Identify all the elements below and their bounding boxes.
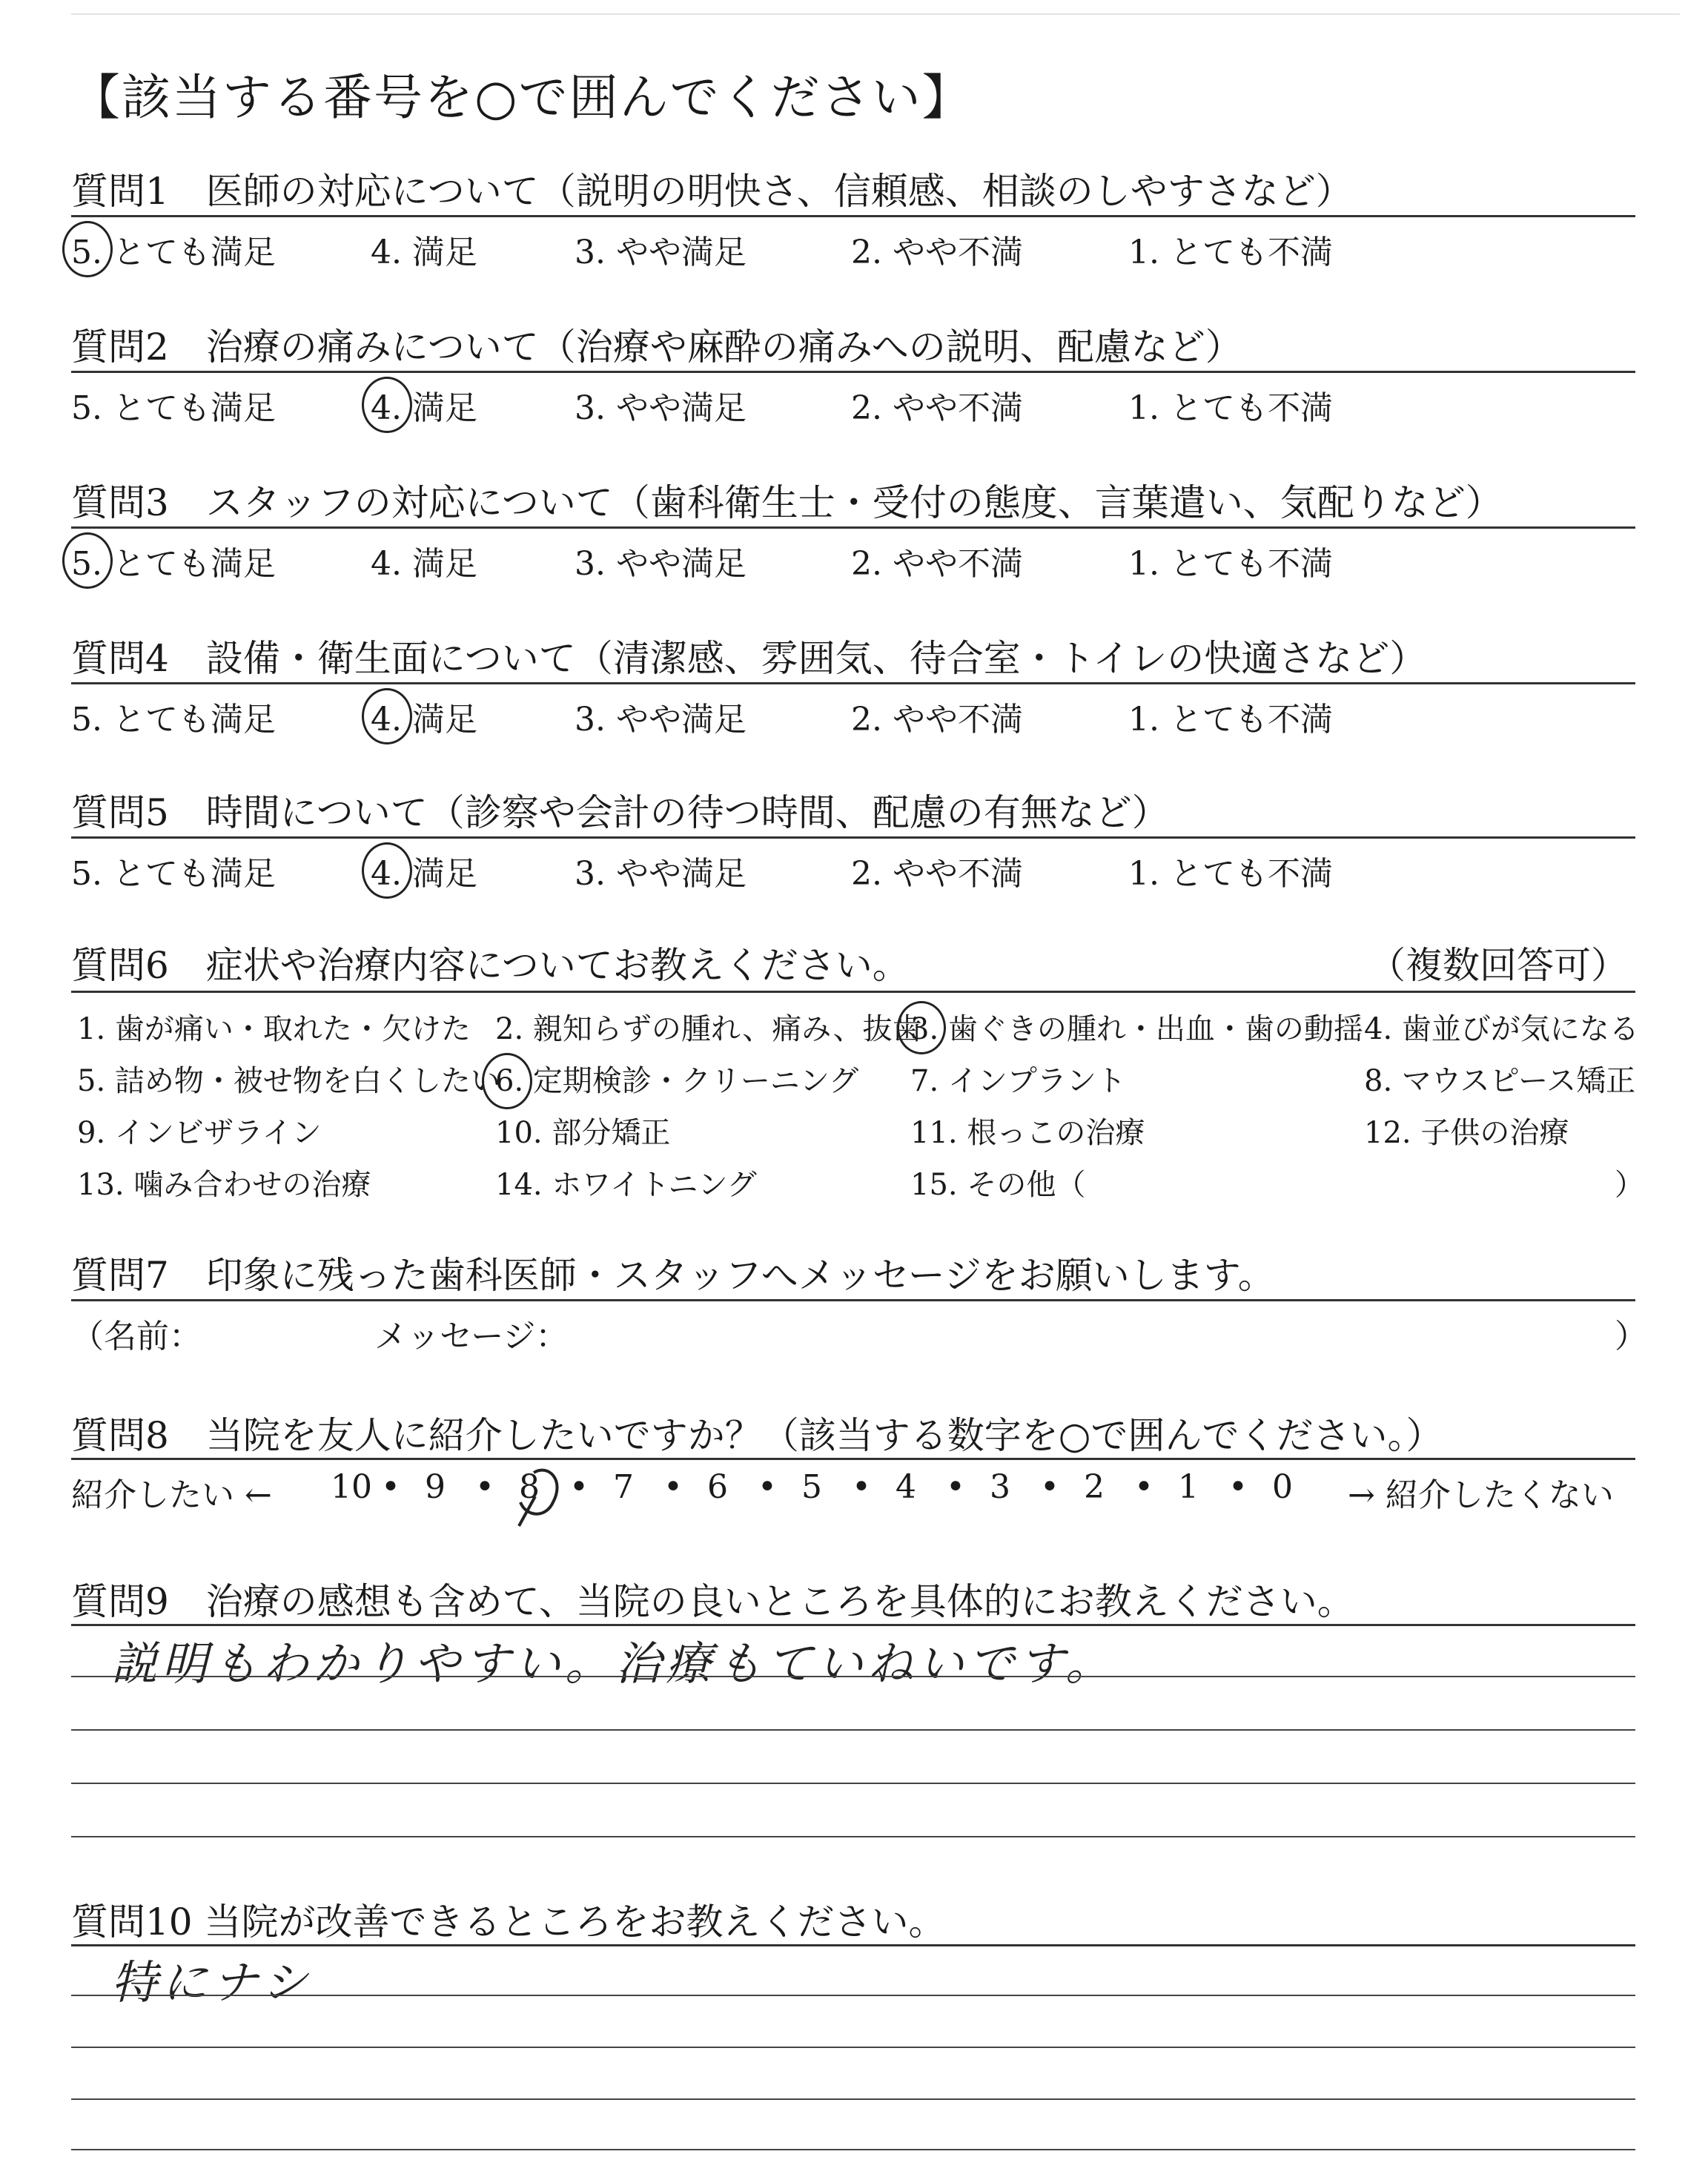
q8-scale-8: 8 [519,1468,540,1506]
q4-selected-circle [362,688,412,744]
q6-note: （複数回答可） [1368,944,1628,987]
q6-option-6: 6. 定期検診・クリーニング [495,1064,859,1098]
q6-rule [71,991,1635,993]
q5-option-2: 2. やや不満 [851,855,1023,893]
q9-line-1 [71,1676,1635,1677]
q2-title: 質問2 治療の痛みについて（治療や麻酔の痛みへの説明、配慮など） [71,326,1242,369]
q5-option-5: 5. とても満足 [71,855,276,893]
q7-close-paren: ） [1615,1318,1647,1355]
q3-option-5: 5. とても満足 [71,545,276,583]
q10-line-3 [71,2098,1635,2100]
q6-option-16: ） [1615,1168,1644,1202]
q7-rule [71,1299,1635,1301]
q8-left-label: 紹介したい ← [71,1476,272,1514]
q8-scale-7: 7 [613,1468,634,1506]
q6-option-5: 5. 詰め物・被せ物を白くしたい [77,1064,500,1098]
q8-scale-separator: • [569,1468,589,1506]
q3-option-2: 2. やや不満 [851,545,1023,583]
q6-option-4: 4. 歯並びが気になる [1364,1012,1639,1046]
q8-scale-separator: • [946,1468,965,1506]
q8-scale-10: 10 [331,1468,372,1506]
q6-option-10: 10. 部分矯正 [495,1116,671,1150]
q6-option-15: 15. その他（ [910,1168,1086,1202]
q8-scale-5: 5 [801,1468,822,1506]
q1-selected-circle [62,221,113,277]
q8-scale-1: 1 [1178,1468,1199,1506]
q9-rule [71,1624,1635,1626]
q6-option-7: 7. インプラント [910,1064,1126,1098]
q1-option-5: 5. とても満足 [71,234,276,271]
q8-scale-separator: • [1228,1468,1248,1506]
q3-option-1: 1. とても不満 [1128,545,1333,583]
q8-circle-mark [504,1458,571,1539]
q6-title: 質問6 症状や治療内容についてお教えください。 [71,944,910,987]
q5-option-3: 3. やや満足 [575,855,747,893]
q10-title: 質問10 当院が改善できるところをお教えください。 [71,1900,946,1943]
q4-rule [71,682,1635,684]
q9-answer: 説明もわかりやすい。治療もていねいです。 [111,1636,1116,1691]
q8-scale-separator: • [381,1468,400,1506]
q2-rule [71,371,1635,373]
page-header: 【該当する番号を○で囲んでください】 [71,69,973,126]
q10-line-2 [71,2047,1635,2048]
q10-line-1 [71,1995,1635,1996]
q6-option-12: 12. 子供の治療 [1364,1116,1569,1150]
q6-circle-6 [482,1053,532,1109]
q1-option-3: 3. やや満足 [575,234,747,271]
q5-option-1: 1. とても不満 [1128,855,1333,893]
q10-line-4 [71,2149,1635,2150]
q8-scale-separator: • [1134,1468,1153,1506]
q4-option-3: 3. やや満足 [575,701,747,739]
q6-option-11: 11. 根っこの治療 [910,1116,1145,1150]
q8-scale-0: 0 [1272,1468,1293,1506]
q2-option-3: 3. やや満足 [575,389,747,427]
q8-scale-6: 6 [707,1468,728,1506]
q1-option-2: 2. やや不満 [851,234,1023,271]
q7-message-label: メッセージ： [374,1318,569,1355]
q9-line-3 [71,1783,1635,1784]
q8-title: 質問8 当院を友人に紹介したいですか？（該当する数字を○で囲んでください。） [71,1414,1443,1457]
q9-title: 質問9 治療の感想も含めて、当院の良いところを具体的にお教えください。 [71,1580,1354,1623]
q2-option-4: 4. 満足 [371,389,477,427]
q4-option-5: 5. とても満足 [71,701,276,739]
q8-scale-separator: • [663,1468,683,1506]
q8-scale-2: 2 [1084,1468,1105,1506]
q5-selected-circle [362,842,412,899]
q6-option-3: 3. 歯ぐきの腫れ・出血・歯の動揺 [910,1012,1363,1046]
q4-option-1: 1. とても不満 [1128,701,1333,739]
q1-option-1: 1. とても不満 [1128,234,1333,271]
q8-scale-9: 9 [425,1468,446,1506]
q8-scale-separator: • [475,1468,494,1506]
q8-right-label: → 紹介したくない [1348,1476,1614,1514]
q4-option-4: 4. 満足 [371,701,477,739]
q5-rule [71,836,1635,839]
q6-option-9: 9. インビザライン [77,1116,322,1150]
q2-option-5: 5. とても満足 [71,389,276,427]
q9-line-2 [71,1729,1635,1731]
q6-option-8: 8. マウスピース矯正 [1364,1064,1636,1098]
q4-title: 質問4 設備・衛生面について（清潔感、雰囲気、待合室・トイレの快適さなど） [71,637,1427,680]
q3-selected-circle [62,532,113,589]
q4-option-2: 2. やや不満 [851,701,1023,739]
q6-circle-3 [897,1001,946,1054]
q8-rule [71,1458,1635,1460]
scan-top-edge [71,13,1680,15]
q8-scale-separator: • [758,1468,777,1506]
q6-option-14: 14. ホワイトニング [495,1168,757,1202]
q7-name-label: （名前： [71,1318,202,1355]
q1-rule [71,215,1635,217]
q5-option-4: 4. 満足 [371,855,477,893]
q8-scale-3: 3 [990,1468,1010,1506]
q1-option-4: 4. 満足 [371,234,477,271]
q2-selected-circle [362,377,412,433]
q3-rule [71,526,1635,529]
q8-scale-4: 4 [896,1468,916,1506]
q6-option-1: 1. 歯が痛い・取れた・欠けた [77,1012,471,1046]
q3-option-3: 3. やや満足 [575,545,747,583]
q9-line-4 [71,1836,1635,1837]
q3-option-4: 4. 満足 [371,545,477,583]
q2-option-1: 1. とても不満 [1128,389,1333,427]
q5-title: 質問5 時間について（診察や会計の待つ時間、配慮の有無など） [71,791,1169,834]
q10-answer: 特にナシ [111,1955,312,2009]
q2-option-2: 2. やや不満 [851,389,1023,427]
q8-scale-separator: • [852,1468,871,1506]
q7-title: 質問7 印象に残った歯科医師・スタッフへメッセージをお願いします。 [71,1254,1275,1297]
q6-option-13: 13. 噛み合わせの治療 [77,1168,371,1202]
q6-option-2: 2. 親知らずの腫れ、痛み、抜歯 [495,1012,922,1046]
q3-title: 質問3 スタッフの対応について（歯科衛生士・受付の態度、言葉遣い、気配りなど） [71,481,1503,524]
q8-scale-separator: • [1040,1468,1059,1506]
q1-title: 質問1 医師の対応について（説明の明快さ、信頼感、相談のしやすさなど） [71,170,1353,213]
